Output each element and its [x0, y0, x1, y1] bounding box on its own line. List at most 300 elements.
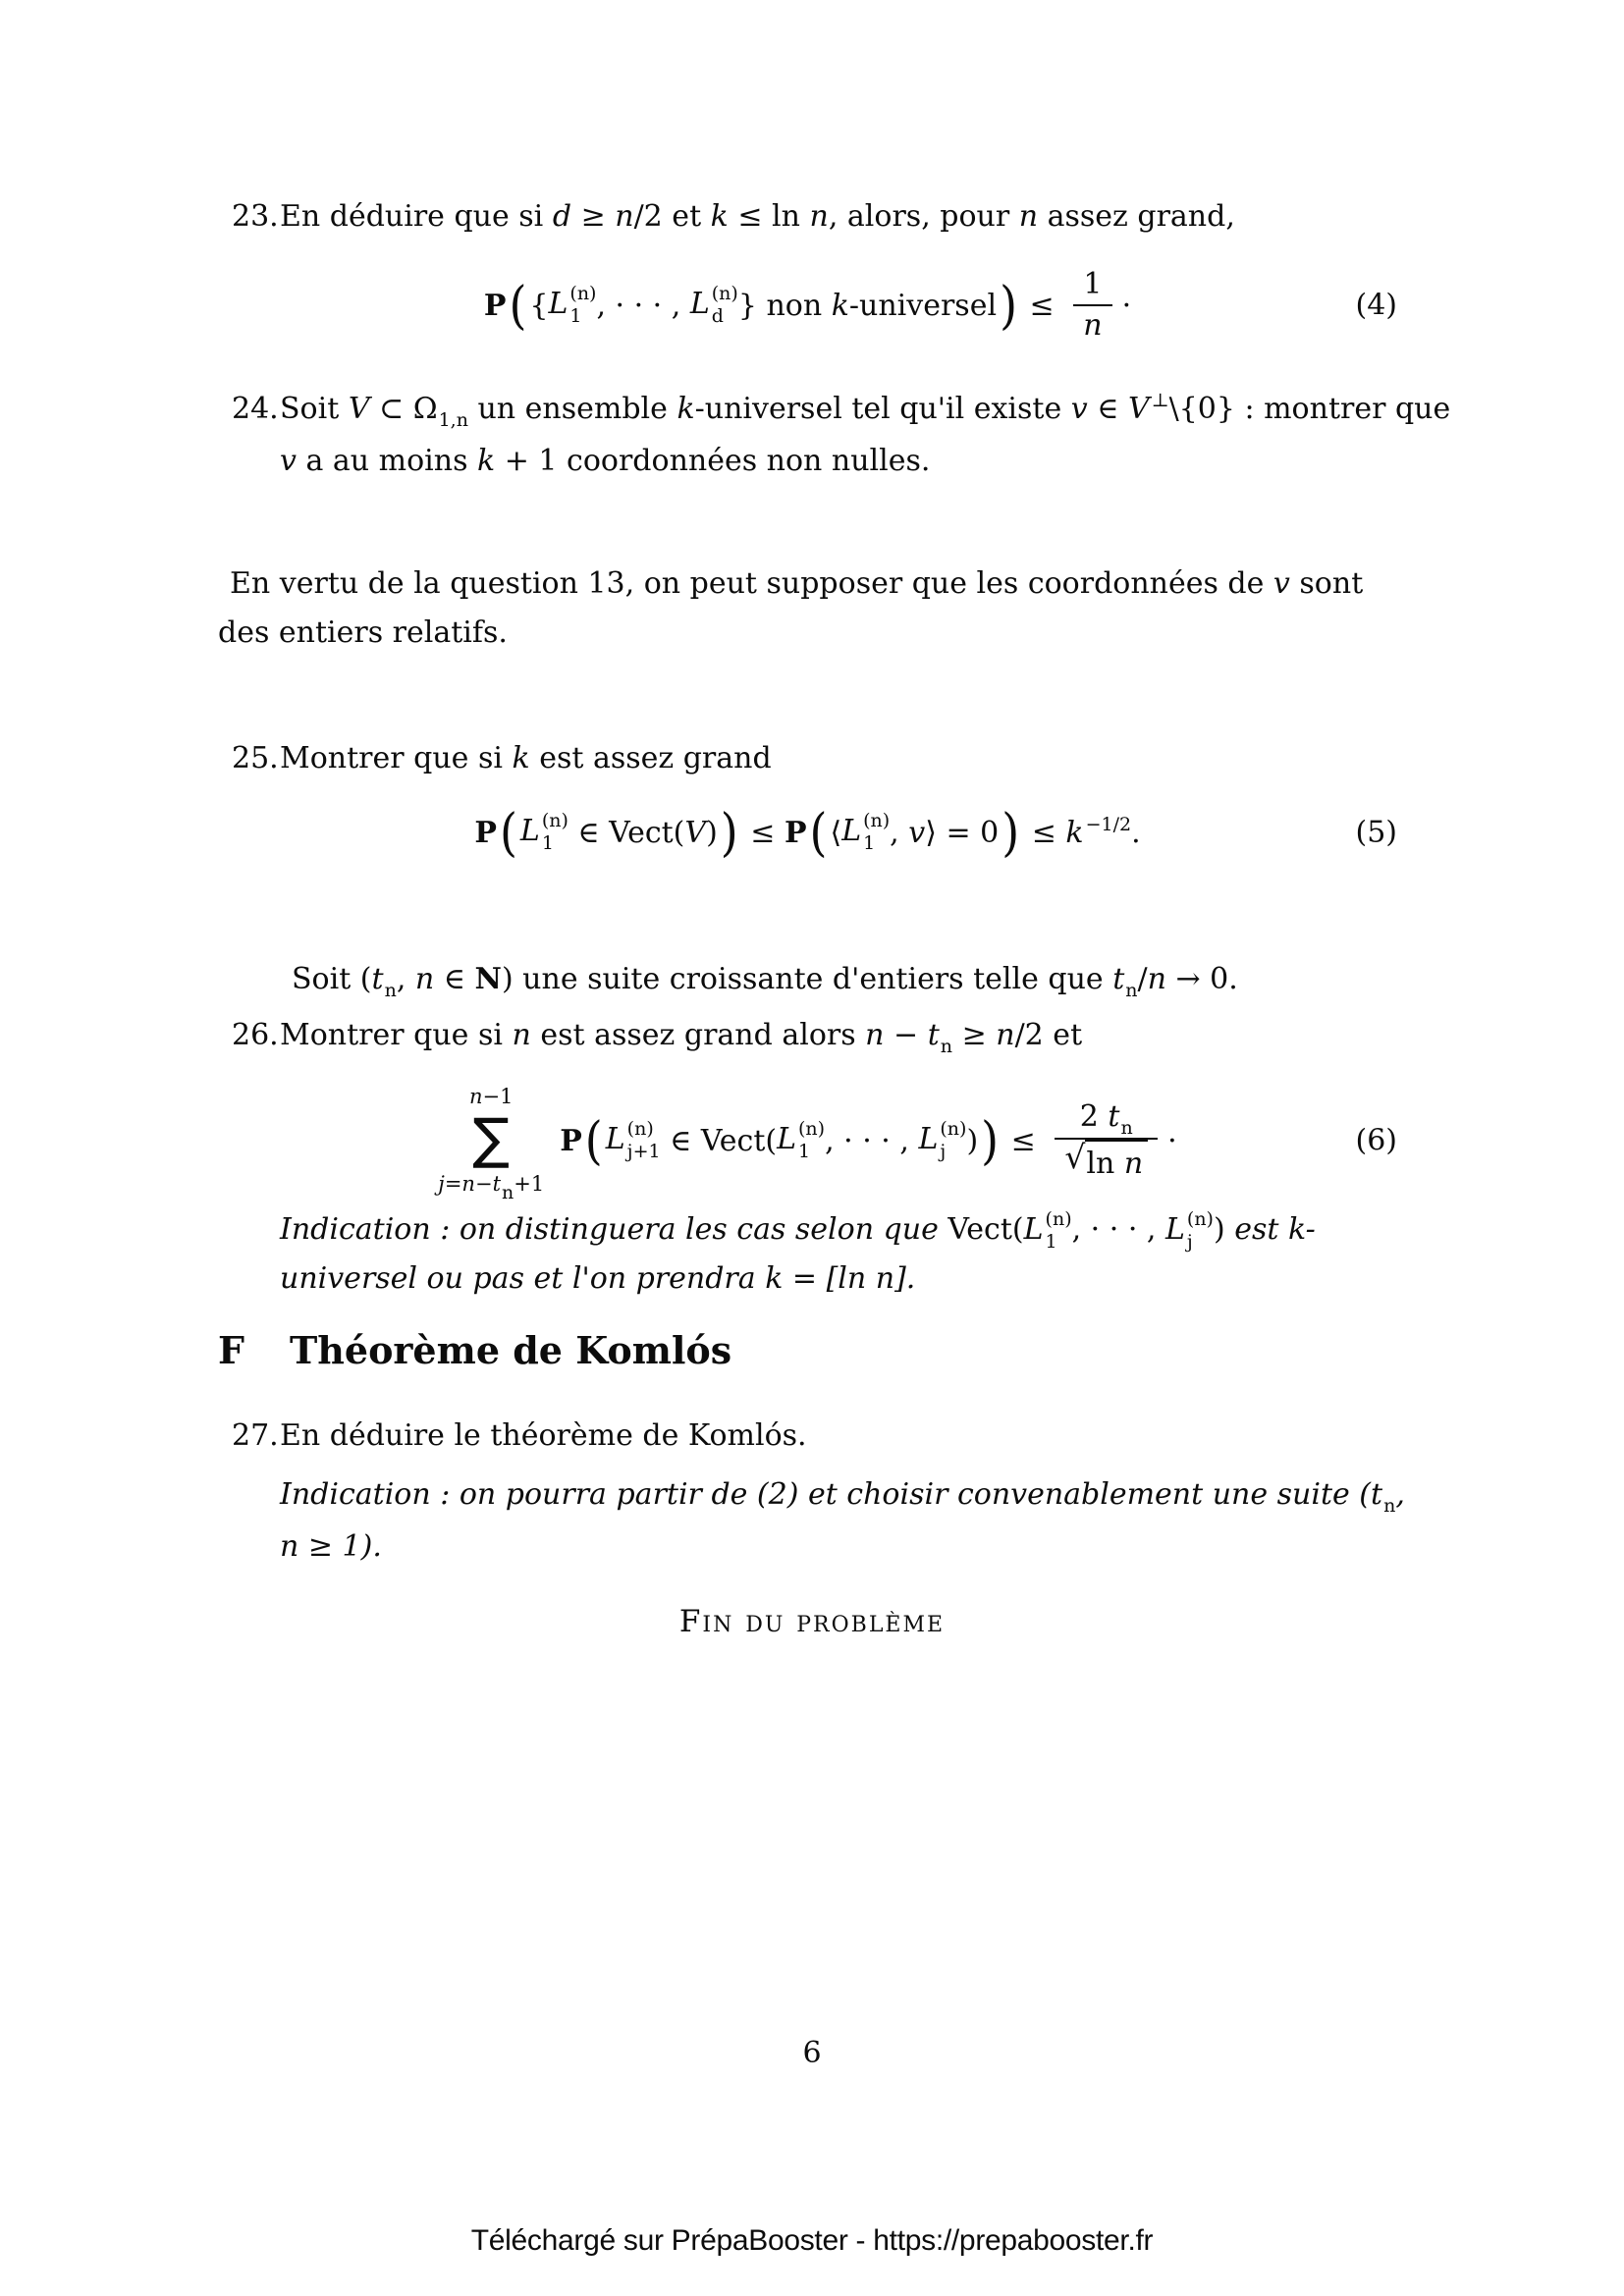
item-25 [218, 734, 1464, 783]
item-27-number: 27. [232, 1418, 279, 1453]
text-run [908, 816, 925, 850]
text-run [596, 289, 689, 323]
text-base: L [918, 1122, 939, 1156]
text-run [520, 810, 568, 855]
item-23 [218, 192, 1464, 241]
text-base: v [908, 815, 926, 850]
text-base: t [371, 962, 384, 996]
subscript: 1 [541, 832, 554, 854]
text-run [606, 1118, 661, 1163]
text-base: Vect( [947, 1212, 1024, 1247]
text-run [695, 392, 1071, 426]
text-run [477, 444, 495, 478]
text-run [1371, 1477, 1396, 1517]
text-run [677, 392, 694, 426]
text-run [1131, 816, 1141, 850]
subscript: 1,n [438, 409, 468, 431]
text-run [830, 816, 841, 850]
text-base: ≤ [1020, 288, 1064, 323]
text-base: n [280, 1529, 299, 1564]
text-run [1108, 1099, 1133, 1139]
text-run [1065, 813, 1132, 850]
text-run [512, 741, 529, 775]
subscript: 1 [863, 832, 876, 854]
text-run [634, 199, 711, 234]
subscript: j+1 [626, 1141, 661, 1162]
script-stack [569, 283, 596, 328]
text-base: ⟨ [830, 815, 842, 850]
text-run [475, 1172, 493, 1196]
text-base: -universel tel qu'il existe [694, 392, 1071, 426]
equation-6 [218, 1058, 1397, 1223]
text-run [1225, 1212, 1288, 1247]
item-26-number: 26. [232, 1018, 279, 1052]
big-paren: ) [1000, 275, 1018, 336]
sqrt-argument [1085, 1140, 1148, 1185]
text-base: ≤ ln [728, 199, 810, 234]
text-run [415, 962, 434, 996]
text-run [925, 816, 999, 850]
text-base: -universel [848, 288, 998, 323]
text-run [492, 1172, 514, 1204]
text-base: k [831, 288, 849, 323]
text-base: L [605, 1122, 625, 1156]
text-run [502, 962, 1112, 996]
big-paren: ) [981, 1110, 1000, 1171]
text-run [952, 1018, 996, 1052]
text-run [894, 1261, 915, 1296]
text-base: sont des entiers relatifs. [218, 566, 1364, 650]
text-base: n [1147, 962, 1166, 996]
text-run [615, 199, 633, 234]
section-f [218, 1327, 1402, 1374]
text-run [918, 1118, 966, 1163]
text-run [832, 289, 849, 323]
superscript: (n) [626, 1118, 654, 1141]
item-26-text [280, 1018, 1083, 1057]
text-run [280, 741, 512, 775]
text-run [397, 962, 415, 996]
script-stack [1187, 1208, 1214, 1254]
text-base: L [777, 1122, 797, 1156]
text-run [445, 1172, 462, 1196]
superscript: (n) [1186, 1208, 1214, 1231]
equation-5-body [218, 780, 1397, 884]
page-number: 6 [802, 2036, 822, 2070]
text-run [741, 816, 785, 850]
text-run [475, 962, 502, 996]
text-run [1164, 1208, 1214, 1253]
text-run [966, 1124, 978, 1158]
text-base: ≥ [571, 199, 616, 234]
remark-q13 [218, 560, 1402, 658]
item-25-number: 25. [232, 741, 279, 775]
text-run [825, 1124, 918, 1158]
text-base: +1 [514, 1172, 545, 1197]
paragraph-suite-tn [218, 955, 1476, 1007]
text-run [469, 1085, 483, 1108]
fraction-denominator [1055, 1138, 1158, 1185]
text-run [996, 1018, 1014, 1052]
subscript: 1 [1045, 1231, 1057, 1253]
text-base: , [890, 815, 909, 850]
text-base: → 0. [1165, 962, 1238, 996]
script-stack [1046, 1208, 1072, 1254]
text-run [461, 1172, 475, 1196]
text-run [483, 1085, 514, 1108]
item-24-text [280, 392, 1450, 478]
text-base: } non [737, 288, 832, 323]
text-base: assez grand, [1038, 199, 1235, 234]
text-run [512, 1018, 530, 1052]
text-base: ) [706, 815, 718, 850]
text-base: , [1395, 1477, 1405, 1512]
text-base: n [469, 1085, 483, 1109]
text-base: ]. [894, 1261, 916, 1296]
text-base: n [615, 199, 634, 234]
text-run [349, 392, 370, 426]
text-run [560, 1124, 582, 1158]
superscript: (n) [711, 283, 738, 305]
text-run [1088, 392, 1128, 426]
text-run [684, 816, 706, 850]
text-run [1080, 1099, 1109, 1134]
script-stack [940, 1118, 966, 1163]
text-base: , [396, 962, 415, 996]
subscript: 1 [569, 305, 582, 327]
fraction [1073, 265, 1111, 347]
text-run [1071, 392, 1088, 426]
text-base: t [492, 1172, 502, 1197]
text-base: n [865, 1018, 885, 1052]
text-base: ≤ [1022, 815, 1066, 850]
text-base: V [348, 392, 370, 426]
text-base: k [512, 741, 530, 775]
text-run [1122, 289, 1132, 323]
text-run [1038, 199, 1235, 234]
big-paren: ( [584, 1110, 603, 1171]
equation-4-body [218, 241, 1397, 369]
text-base: v [1272, 566, 1290, 601]
text-run [865, 1018, 884, 1052]
big-paren: ) [1001, 802, 1020, 863]
text-run [1214, 1212, 1225, 1247]
text-run [1167, 1124, 1177, 1158]
text-run [927, 1018, 953, 1057]
equation-6-tag: (6) [1355, 1123, 1397, 1158]
text-base: un ensemble [467, 392, 677, 426]
text-base: ) [966, 1123, 979, 1158]
text-base: t [927, 1018, 940, 1052]
text-base: V [1128, 392, 1150, 426]
text-run [371, 962, 397, 1001]
text-run [1148, 962, 1166, 996]
text-run [530, 741, 772, 775]
text-run [369, 392, 468, 431]
text-base: n [875, 1261, 895, 1296]
text-run [706, 816, 718, 850]
fraction-denominator [1073, 304, 1111, 347]
superscript: (n) [798, 1118, 826, 1141]
item-27-text [280, 1418, 807, 1453]
text-run [531, 1018, 865, 1052]
text-run [885, 1018, 928, 1052]
sum-lower-limit [438, 1171, 545, 1204]
text-run [280, 444, 297, 478]
item-26 [218, 1011, 1464, 1063]
text-base: k [677, 392, 695, 426]
text-base: k [1287, 1212, 1306, 1247]
text-base: n [1083, 308, 1103, 343]
text-base: est assez grand [529, 741, 772, 775]
text-base: est assez grand alors [530, 1018, 866, 1052]
text-run [1020, 289, 1063, 323]
text-run [230, 566, 1273, 601]
text-base: L [1164, 1212, 1185, 1247]
text-run [785, 816, 807, 850]
script-stack [798, 1118, 825, 1163]
text-base: En déduire que si [280, 199, 553, 234]
text-base: L [841, 814, 862, 848]
text-base: , · · · , [596, 288, 690, 323]
superscript: ⊥ [1151, 390, 1169, 411]
text-base: . [1131, 815, 1141, 850]
subscript: 1 [798, 1141, 811, 1162]
text-run [529, 289, 548, 323]
subscript: d [711, 305, 724, 327]
text-base: · [1167, 1123, 1177, 1158]
text-base: est [1224, 1212, 1288, 1247]
text-base: − [884, 1018, 928, 1052]
sum-sigma-icon: ∑ [472, 1107, 511, 1172]
text-base: ≤ [1001, 1123, 1046, 1158]
text-run [1112, 962, 1138, 1001]
text-run [777, 1118, 825, 1163]
text-base: 2 [1079, 1099, 1109, 1134]
text-run [1138, 962, 1148, 996]
text-base: t [1371, 1477, 1383, 1512]
text-base: , · · · , [825, 1123, 919, 1158]
text-run [474, 816, 497, 850]
text-run [711, 199, 729, 234]
script-stack [863, 810, 890, 855]
text-run [1395, 1477, 1405, 1512]
text-base: ⊂ Ω [369, 392, 438, 426]
text-base: ln [1086, 1146, 1124, 1181]
superscript: (n) [569, 283, 597, 305]
text-base: ) [1213, 1212, 1225, 1247]
text-base: n [512, 1018, 531, 1052]
text-base: · [1121, 288, 1132, 323]
superscript: (n) [863, 810, 891, 832]
text-run [434, 962, 474, 996]
text-run [1072, 1212, 1165, 1247]
text-base: /2 et [1014, 1018, 1083, 1052]
equation-5-tag: (5) [1355, 815, 1397, 850]
text-run [765, 1261, 783, 1296]
text-base: \{0} : montrer que [1168, 392, 1451, 426]
text-base: ⟩ = 0 [925, 815, 1000, 850]
text-base: ∈ Vect( [568, 815, 685, 850]
text-base: j [438, 1172, 445, 1197]
big-paren: ( [509, 275, 527, 336]
script-stack [712, 283, 738, 328]
text-base: d [552, 199, 572, 234]
text-run [280, 1529, 298, 1564]
text-run [298, 1529, 382, 1564]
text-base: ∈ [1087, 392, 1129, 426]
text-base: Indication : on distinguera les cas selon que [280, 1212, 948, 1247]
text-base: Montrer que si [280, 741, 513, 775]
subscript: n [1125, 980, 1138, 1001]
fraction [1055, 1097, 1158, 1184]
text-run [571, 199, 615, 234]
text-run [1083, 308, 1102, 343]
text-base: { [529, 288, 549, 323]
text-run [548, 283, 596, 328]
square-root [1064, 1137, 1148, 1185]
item-23-text [280, 199, 1235, 234]
text-base: ∈ Vect( [660, 1123, 778, 1158]
text-base: Soit ( [292, 962, 372, 996]
text-base: n [1018, 199, 1039, 234]
text-run [729, 199, 810, 234]
text-run [1015, 1018, 1083, 1052]
text-base: V [684, 815, 707, 850]
text-base: , alors, pour [828, 199, 1019, 234]
text-base: a au moins [296, 444, 478, 478]
text-run [810, 199, 829, 234]
text-base: t [1108, 1099, 1120, 1134]
text-base: / [1137, 962, 1148, 996]
text-base: Montrer que si [280, 1018, 513, 1052]
superscript: (n) [541, 810, 568, 832]
text-run [1273, 566, 1290, 601]
text-base: −1 [482, 1085, 514, 1109]
equation-4-tag: (4) [1355, 288, 1397, 323]
text-run [1288, 1212, 1306, 1247]
end-of-problem: Fin du problème [678, 1604, 946, 1639]
text-base: ≥ 1). [298, 1529, 382, 1564]
text-base: L [1023, 1212, 1044, 1247]
text-base: En déduire le théorème de Komlós. [280, 1418, 807, 1453]
text-base: − [474, 1172, 493, 1197]
text-base: Indication : on pourra partir de (2) et choisir convenablement une suite ( [280, 1477, 1372, 1512]
text-run [495, 444, 930, 478]
text-base: ≤ [740, 815, 785, 850]
text-base: ∈ [434, 962, 475, 996]
text-run [1083, 267, 1102, 301]
subscript: n [502, 1182, 514, 1204]
subscript: n [1383, 1495, 1396, 1517]
subscript: j [940, 1141, 947, 1162]
text-base: /2 et [633, 199, 711, 234]
text-base: , · · · , [1071, 1212, 1165, 1247]
text-run [280, 1477, 1371, 1512]
text-run [876, 1261, 894, 1296]
text-base: t [1112, 962, 1125, 996]
text-base: P [474, 815, 497, 850]
text-run [280, 392, 349, 426]
text-run [783, 1261, 875, 1296]
text-base: k [477, 444, 496, 478]
text-base: n [461, 1172, 475, 1197]
text-run [1001, 1124, 1045, 1158]
text-base: ≥ [952, 1018, 997, 1052]
text-run [280, 1418, 807, 1453]
big-paren: ( [809, 802, 828, 863]
text-base: ) une suite croissante d'entiers telle que [501, 962, 1113, 996]
text-run [1022, 816, 1065, 850]
text-base: n [996, 1018, 1015, 1052]
text-run [280, 1212, 947, 1247]
indication-27 [218, 1470, 1429, 1572]
item-24 [218, 385, 1464, 486]
text-base: v [1070, 392, 1088, 426]
subscript: n [1120, 1117, 1133, 1139]
text-base: 1 [1083, 266, 1103, 301]
indication-26 [218, 1205, 1429, 1304]
footer-credit: Téléchargé sur PrépaBooster - https://prepabooster.fr [470, 2224, 1154, 2257]
text-run [514, 1172, 544, 1196]
text-base: L [519, 814, 540, 848]
subscript: n [384, 980, 397, 1001]
text-run [468, 392, 677, 426]
text-run [947, 1212, 1023, 1247]
text-run [841, 810, 890, 855]
text-base: n [1123, 1146, 1144, 1181]
fraction-numerator [1073, 265, 1111, 305]
equation-4 [218, 241, 1397, 369]
section-f-title: Théorème de Komlós [289, 1328, 732, 1372]
text-run [280, 1018, 512, 1052]
text-base: n [809, 199, 829, 234]
script-stack [627, 1118, 661, 1163]
text-run [738, 289, 832, 323]
text-base: k [710, 199, 729, 234]
text-base: P [483, 288, 507, 323]
superscript: (n) [1045, 1208, 1072, 1231]
text-run [568, 816, 685, 850]
text-base: N [474, 962, 502, 996]
sum-upper-limit [469, 1084, 514, 1109]
text-base: P [560, 1123, 582, 1158]
text-run [690, 283, 738, 328]
superscript: −1/2 [1085, 813, 1132, 835]
text-base: = [444, 1172, 462, 1197]
section-f-label: F [218, 1328, 244, 1372]
text-base: = [ln [783, 1261, 876, 1296]
text-base: P [784, 815, 807, 850]
text-run [1128, 392, 1169, 426]
text-base: k [1065, 815, 1084, 850]
text-run [484, 289, 507, 323]
text-run [890, 816, 908, 850]
text-run [1019, 199, 1038, 234]
item-24-number: 24. [232, 392, 279, 426]
text-run [1023, 1208, 1072, 1253]
big-paren: ) [720, 802, 738, 863]
text-run [1086, 1147, 1123, 1181]
text-base: En vertu de la question 13, on peut supposer que les coordonnées de [230, 566, 1273, 601]
text-base: k [765, 1261, 784, 1296]
text-base: v [280, 444, 297, 478]
text-run [553, 199, 571, 234]
equation-6-body [218, 1058, 1397, 1223]
fraction-numerator [1070, 1097, 1143, 1138]
text-base: n [414, 962, 435, 996]
script-stack [542, 810, 568, 855]
